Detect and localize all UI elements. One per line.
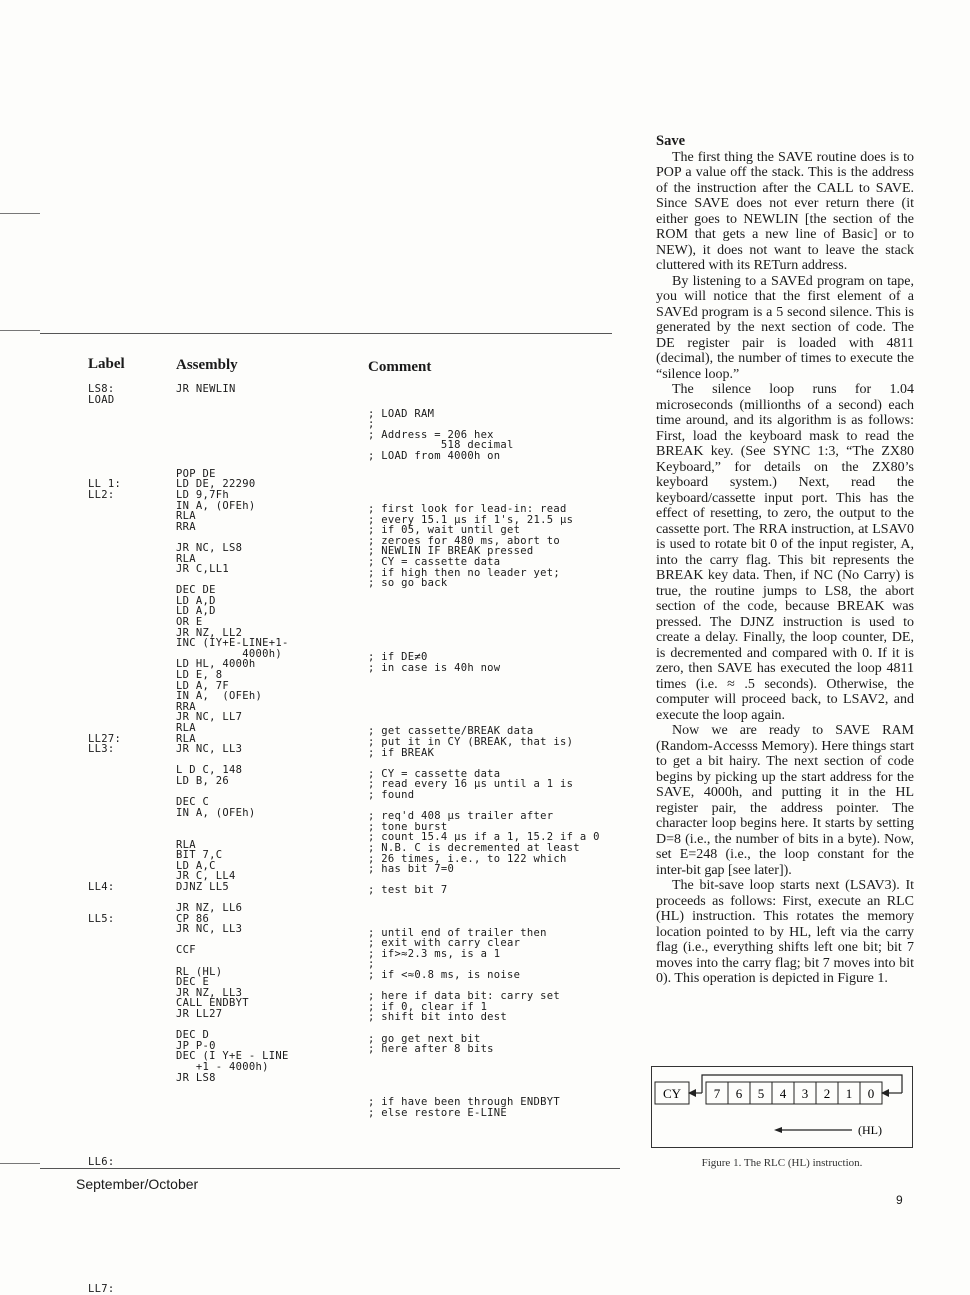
paragraph: The first thing the SAVE routine does is to POP a value off the stack. This is the address of the instruction after the CALL to SAVE. Since SAVE does not ever return there (it either goes to NEWLIN [the section of the ROM that gets a new line of Basic] or to NEW), it does not want to leave the stack cluttered with its RETurn address.	[656, 149, 914, 273]
bit-label: 6	[735, 1086, 743, 1101]
paragraph: Now we are ready to SAVE RAM (Random-Accesss Memory). Here things start to get a bit hairy. The next section of code begins by picking up the start address for the SAVE, 4000h, and putting it in the HL register pair, the address pointer. The character loop begins here. It starts by setting D=8 (i.e., the number of bits in a byte). Now, set E=248 (i.e., the loop constant for the inter-bit gap [see later]).	[656, 723, 914, 878]
margin-tick	[0, 330, 40, 331]
issue-footer: September/October	[76, 1176, 199, 1192]
comment-column: ; LOAD RAM ; ; Address = 206 hex 518 decimal ; LOAD from 4000h on ; first look for lead-in: read ; every 15.1 µs if 1's, 21.5 µs ; if 05, wait until get ; zeroes for 480 ms, abort to ; NEWLIN IF BREAK pressed ; CY = cassette data ; if high then no leader yet; ; so go back ; if DE≠0 ; in case is 40h now ; get cassette/BREAK data ; put it in CY (BREAK, that is) ; if BREAK ; CY = cassette data ; read every 16 µs until a 1 is ; found ; req'd 408 µs trailer after ; tone burst ; count 15.4 µs if a 1, 15.2 if a 0 ; N.B. C is decremented at least ; 26 times, i.e., to 122 which ; has bit 7=0 ; test bit 7 ; until end of trailer then ; exit with carry clear ; if>≈2.3 ms, is a 1 ; ; if <≈0.8 ms, is noise ; here if data bit: carry set ; if 0, clear if 1 ; shift bit into dest ; go get next bit ; here after 8 bits ; if have been through ENDBYT ; else restore E-LINE	[368, 407, 600, 1119]
pointer-label: (HL)	[858, 1123, 882, 1137]
margin-tick	[0, 213, 40, 214]
margin-tick	[0, 1163, 40, 1164]
figure-caption: Figure 1. The RLC (HL) instruction.	[701, 1157, 863, 1169]
bit-label: 5	[757, 1086, 765, 1101]
paragraph: The bit-save loop starts next (LSAV3). It proceeds as follows: First, execute an RLC (HL) instruction. This rotates the memory location pointed to by HL, left via the carry flag (i.e., everything shifts left one bit; bit 7 moves into the carry flag; bit 7 moves into bit 0). This operation is depicted in Figure 1.	[656, 878, 914, 986]
bit-label: 1	[845, 1086, 853, 1101]
label-header: Label	[88, 356, 125, 372]
carry-flag-label: CY	[662, 1086, 682, 1101]
bit-label: 0	[867, 1086, 875, 1101]
page-number: 9	[896, 1193, 903, 1207]
bit-label: 7	[713, 1086, 721, 1101]
rlc-diagram	[652, 1067, 912, 1147]
left-arrow-icon	[774, 1127, 782, 1133]
comment-header: Comment	[368, 359, 432, 375]
article-body	[656, 134, 914, 987]
top-rule	[40, 333, 612, 334]
bit-label: 4	[779, 1086, 787, 1101]
bottom-rule	[40, 1168, 620, 1169]
paragraph: The silence loop runs for 1.04 microseconds (millionths of a second) each time around, and its algorithm is as follows: First, load the keyboard mask to read the BREAK key. (See SYNC 1:3, “The ZX80 Keyboard,” for details on the ZX80’s keyboard system.) Next, read the keyboard/cassette input port. This has the effect of resetting, to zero, the output to the cassette port. The RRA instruction, at LSAV0 is used to rotate bit 0 of the input register, A, into the carry flag. This bit represents the BREAK key data. Then, if NC (No Carry) is true, the routine jumps to LS8, the abort section of the code, because BREAK was pressed. The DJNZ instruction is used to create a delay. Finally, the loop counter, DE, is decremented and compared with 0. If it is zero, then SAVE has executed the loop 4811 times (i.e. ≈ .5 seconds). Otherwise, the computer will proceed back, to LSAV2, and execute the loop again.	[656, 382, 914, 723]
bit-label: 2	[823, 1086, 831, 1101]
section-heading: Save	[656, 133, 685, 149]
assembly-header: Assembly	[176, 357, 238, 373]
bit-label: 3	[801, 1086, 809, 1101]
figure-rlc-diagram	[651, 1066, 913, 1148]
paragraph: By listening to a SAVEd program on tape, you will notice that the first element of a SAVEd program is a 5 second silence. This is generated by the next section of code. The DE register pair is loaded with 4811 (decimal), the number of times to execute the “silence loop.”	[656, 273, 914, 382]
label-column: LS8: LOAD LL 1: LL2: LL27: LL3: LL4: LL5: LL6: LL7:	[88, 383, 122, 1295]
assembly-column: JR NEWLIN POP DE LD DE, 22290 LD 9,7Fh IN A, (OFEh) RLA RRA JR NC, LS8 RLA JR C,LL1 DEC DE LD A,D LD A,D OR E JR NZ, LL2 INC (IY+E-LINE+1- 4000h) LD HL, 4000h LD E, 8 LD A, 7F IN A, (OFEh) RRA JR NC, LL7 RLA RLA JR NC, LL3 L D C, 148 LD B, 26 DEC C IN A, (OFEh) RLA BIT 7,C LD A,C JR C, LL4 DJNZ LL5 JR NZ, LL6 CP 86 JR NC, LL3 CCF RL (HL) DEC E JR NZ, LL3 CALL ENDBYT JR LL27 DEC D JP P-0 DEC (I Y+E - LINE +1 - 4000h) JR LS8	[176, 383, 289, 1084]
